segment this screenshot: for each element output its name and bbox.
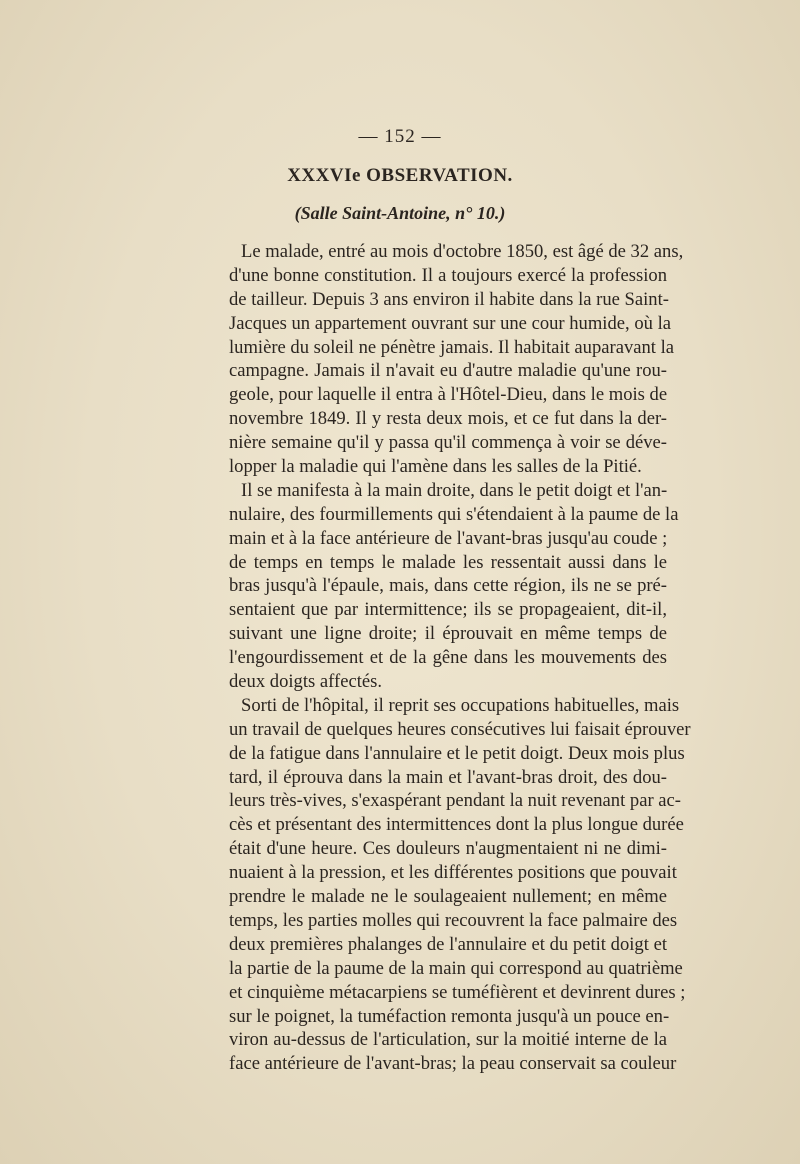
- text-line: de temps en temps le malade les ressentait aussi dans le: [229, 551, 667, 573]
- text-line: nulaire, des fourmillements qui s'étendaient à la paume de la: [229, 503, 679, 525]
- text-line: nuaient à la pression, et les différentes positions que pouvait: [229, 862, 677, 884]
- text-line: novembre 1849. Il y resta deux mois, et ce fut dans la der-: [229, 408, 667, 430]
- page-number: — 152 —: [358, 126, 442, 147]
- text-line: lopper la maladie qui l'amène dans les salles de la Pitié.: [229, 456, 642, 478]
- observation-heading: XXXVIe OBSERVATION.: [287, 165, 513, 186]
- text-line: suivant une ligne droite; il éprouvait en même temps de: [229, 623, 667, 645]
- text-line: était d'une heure. Ces douleurs n'augmentaient ni ne dimi-: [229, 838, 667, 860]
- text-line: temps, les parties molles qui recouvrent la face palmaire des: [229, 909, 678, 931]
- text-line: la partie de la paume de la main qui correspond au quatrième: [229, 957, 683, 979]
- text-line: viron au-dessus de l'articulation, sur la moitié interne de la: [229, 1029, 667, 1051]
- text-line: Sorti de l'hôpital, il reprit ses occupations habituelles, mais: [241, 694, 680, 716]
- ward-subheading: (Salle Saint-Antoine, n° 10.): [294, 203, 506, 223]
- text-line: deux premières phalanges de l'annulaire et du petit doigt et: [229, 933, 667, 955]
- text-line: Il se manifesta à la main droite, dans le petit doigt et l'an-: [241, 479, 668, 501]
- text-line: Le malade, entré au mois d'octobre 1850, est âgé de 32 ans,: [241, 241, 684, 262]
- text-line: et cinquième métacarpiens se tuméfièrent et devinrent dures ;: [229, 981, 686, 1003]
- text-line: l'engourdissement et de la gêne dans les mouvements des: [229, 647, 667, 669]
- text-line: campagne. Jamais il n'avait eu d'autre maladie qu'une rou-: [229, 360, 667, 382]
- text-line: sur le poignet, la tuméfaction remonta jusqu'à un pouce en-: [229, 1005, 670, 1027]
- text-line: deux doigts affectés.: [229, 671, 383, 693]
- text-line: Jacques un appartement ouvrant sur une cour humide, où la: [229, 312, 671, 334]
- text-line: sentaient que par intermittence; ils se propageaient, dit-il,: [229, 599, 667, 621]
- text-line: main et à la face antérieure de l'avant-bras jusqu'au coude ;: [229, 527, 668, 549]
- text-line: d'une bonne constitution. Il a toujours exercé la profession: [229, 264, 667, 286]
- text-line: tard, il éprouva dans la main et l'avant-bras droit, des dou-: [229, 766, 667, 788]
- body-text: [229, 240, 691, 1076]
- text-line: lumière du soleil ne pénètre jamais. Il habitait auparavant la: [229, 336, 675, 358]
- text-line: face antérieure de l'avant-bras; la peau conservait sa couleur: [229, 1053, 677, 1075]
- text-line: un travail de quelques heures consécutives lui faisait éprouver: [229, 718, 691, 740]
- text-line: cès et présentant des intermittences dont la plus longue durée: [229, 814, 684, 836]
- text-line: de la fatigue dans l'annulaire et le petit doigt. Deux mois plus: [229, 742, 685, 764]
- text-line: leurs très-vives, s'exaspérant pendant la nuit revenant par ac-: [229, 790, 681, 812]
- text-line: bras jusqu'à l'épaule, mais, dans cette région, ils ne se pré-: [229, 575, 667, 597]
- text-line: de tailleur. Depuis 3 ans environ il habite dans la rue Saint-: [229, 288, 669, 310]
- text-line: prendre le malade ne le soulageaient nullement; en même: [229, 886, 667, 908]
- text-line: nière semaine qu'il y passa qu'il commença à voir se déve-: [229, 432, 667, 454]
- text-line: geole, pour laquelle il entra à l'Hôtel-Dieu, dans le mois de: [229, 384, 668, 406]
